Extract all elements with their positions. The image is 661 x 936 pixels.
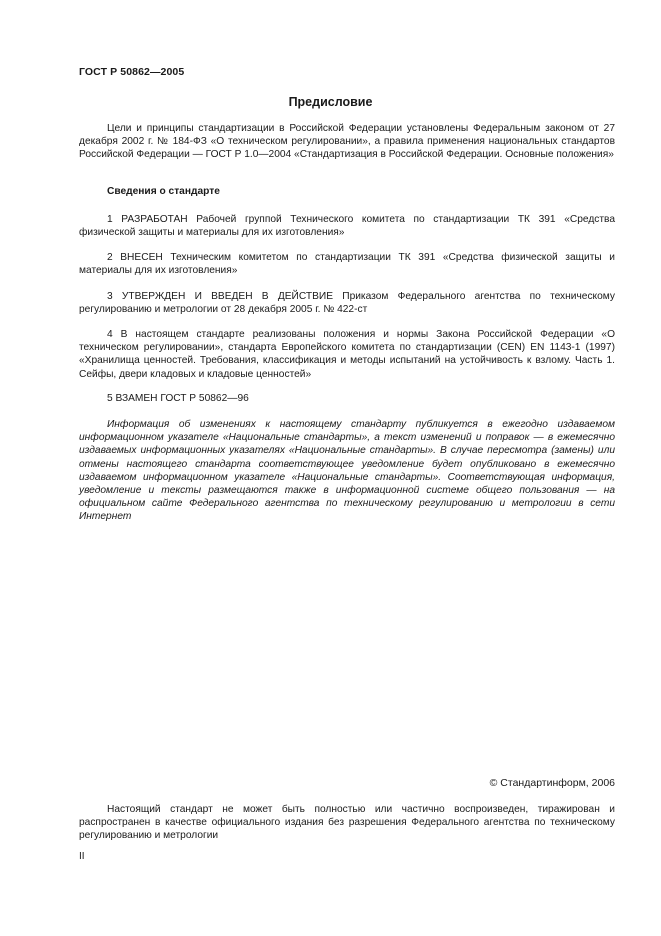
page-title: Предисловие <box>288 95 373 109</box>
item-implemented-norms: 4 В настоящем стандарте реализованы положения и нормы Закона Российской Федерации «О техническом регулировании», стандарта Европейского комитета по стандартизации (CEN) EN 1143-1 (1997) «Хранилища ценностей. Требования, классификация и методы испытаний на устойчивость к взлому. Часть 1. Сейфы, двери кладовых и кладовые ценностей» <box>79 329 615 380</box>
intro-paragraph: Цели и принципы стандартизации в Российской Федерации установлены Федеральным законом от 27 декабря 2002 г. № 184-ФЗ «О техническом регулировании», а правила применения национальных стандартов Российской Федерации — ГОСТ Р 1.0—2004 «Стандартизация в Российской Федерации. Основные положения» <box>79 123 615 161</box>
item-replaces: 5 ВЗАМЕН ГОСТ Р 50862—96 <box>107 393 249 404</box>
item-introduced: 2 ВНЕСЕН Техническим комитетом по стандартизации ТК 391 «Средства физической защиты и материалы для их изготовления» <box>79 252 615 277</box>
reproduction-notice: Настоящий стандарт не может быть полностью или частично воспроизведен, тиражирован и распространен в качестве официального издания без разрешения Федерального агентства по техническому регулированию и метрологии <box>79 804 615 842</box>
page-number: II <box>79 851 85 862</box>
info-note: Информация об изменениях к настоящему стандарту публикуется в ежегодно издаваемом информационном указателе «Национальные стандарты», а текст изменений и поправок — в ежемесячно издаваемых информационных указателях «Национальные стандарты». В случае пересмотра (замены) или отмены настоящего стандарта соответствующее уведомление будет опубликовано в ежемесячно издаваемом информационном указателе «Национальные стандарты». Соответствующая информация, уведомление и тексты размещаются также в информационной системе общего пользования — на официальном сайте Федерального агентства по техническому регулированию и метрологии в сети Интернет <box>79 419 615 523</box>
section-heading: Сведения о стандарте <box>107 186 220 197</box>
item-developed: 1 РАЗРАБОТАН Рабочей группой Технического комитета по стандартизации ТК 391 «Средства физической защиты и материалы для их изготовления» <box>79 214 615 239</box>
copyright: © Стандартинформ, 2006 <box>489 777 615 789</box>
page-header: ГОСТ Р 50862—2005 <box>79 66 185 78</box>
item-approved: 3 УТВЕРЖДЕН И ВВЕДЕН В ДЕЙСТВИЕ Приказом Федерального агентства по техническому регулированию и метрологии от 28 декабря 2005 г. № 422-ст <box>79 291 615 316</box>
